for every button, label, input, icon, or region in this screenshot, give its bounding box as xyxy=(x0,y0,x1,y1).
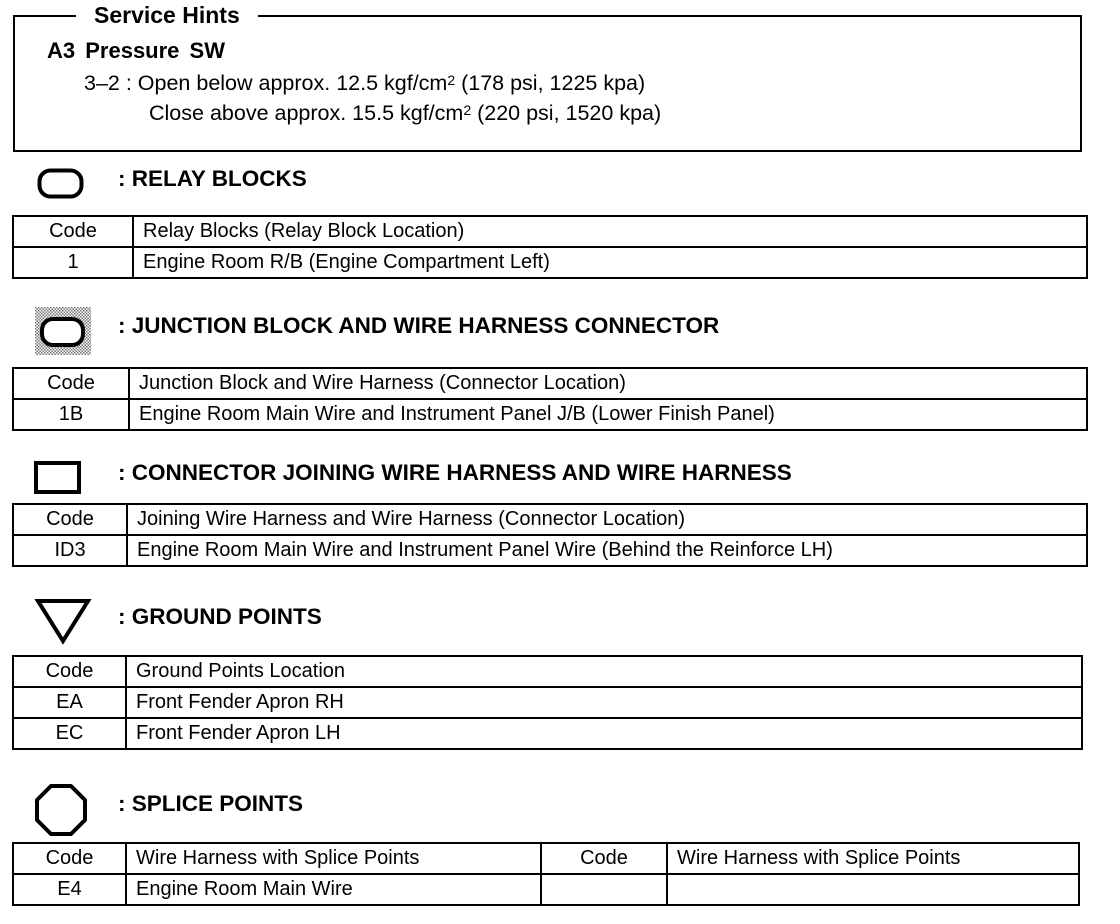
table-header-row xyxy=(13,656,1082,687)
row-desc: Engine Room Main Wire and Instrument Panel J/B (Lower Finish Panel) xyxy=(129,399,1087,430)
table-row xyxy=(13,874,1079,905)
row-code: 1B xyxy=(13,399,129,430)
row-code-2 xyxy=(541,874,667,905)
table-row xyxy=(13,718,1082,749)
table-header-row xyxy=(13,504,1087,535)
header-location: Joining Wire Harness and Wire Harness (Connector Location) xyxy=(127,504,1087,535)
connector-title: : CONNECTOR JOINING WIRE HARNESS AND WIRE HARNESS xyxy=(118,460,792,485)
header-code: Code xyxy=(13,504,127,535)
header-code: Code xyxy=(13,368,129,399)
table-row xyxy=(13,399,1087,430)
row-desc: Engine Room Main Wire and Instrument Panel Wire (Behind the Reinforce LH) xyxy=(127,535,1087,566)
table-header-row xyxy=(13,216,1087,247)
ground-points-title: : GROUND POINTS xyxy=(118,604,322,629)
header-code: Code xyxy=(13,656,126,687)
hint-line-open: 3–2 : Open below approx. 12.5 kgf/$cm^2$ (178 psi, 1225 kpa) xyxy=(84,71,646,95)
row-code: EA xyxy=(13,687,126,718)
row-code: E4 xyxy=(13,874,126,905)
table-header-row xyxy=(13,368,1087,399)
row-code: EC xyxy=(13,718,126,749)
ground-points-table xyxy=(12,655,1083,750)
splice-points-title: : SPLICE POINTS xyxy=(118,791,304,816)
rounded-rect-icon xyxy=(37,168,85,200)
down-triangle-icon xyxy=(34,597,92,645)
table-row xyxy=(13,535,1087,566)
service-hints-title: Service Hints xyxy=(76,1,258,29)
hint-line-close: Close above approx. 15.5 kgf/$cm^2$ (220 psi, 1520 kpa) xyxy=(149,101,662,125)
row-desc: Engine Room R/B (Engine Compartment Left) xyxy=(133,247,1087,278)
table-header-row xyxy=(13,843,1079,874)
header-wire-harness: Wire Harness with Splice Points xyxy=(126,843,541,874)
junction-block-title: : JUNCTION BLOCK AND WIRE HARNESS CONNECTOR xyxy=(118,313,720,338)
row-desc: Engine Room Main Wire xyxy=(126,874,541,905)
header-location: Relay Blocks (Relay Block Location) xyxy=(133,216,1087,247)
row-desc: Front Fender Apron RH xyxy=(126,687,1082,718)
header-location: Junction Block and Wire Harness (Connector Location) xyxy=(129,368,1087,399)
connector-table xyxy=(12,503,1088,567)
header-wire-harness-2: Wire Harness with Splice Points xyxy=(667,843,1079,874)
header-location: Ground Points Location xyxy=(126,656,1082,687)
rectangle-icon xyxy=(34,461,82,495)
relay-blocks-title: : RELAY BLOCKS xyxy=(118,166,307,191)
table-row xyxy=(13,687,1082,718)
row-code: 1 xyxy=(13,247,133,278)
component-name: A3 Pressure SW xyxy=(47,38,225,63)
junction-block-table xyxy=(12,367,1088,431)
row-desc: Front Fender Apron LH xyxy=(126,718,1082,749)
header-code: Code xyxy=(13,843,126,874)
row-desc-2 xyxy=(667,874,1079,905)
shaded-rounded-rect-icon xyxy=(35,307,91,355)
header-code: Code xyxy=(13,216,133,247)
row-code: ID3 xyxy=(13,535,127,566)
splice-points-table xyxy=(12,842,1080,906)
relay-blocks-table xyxy=(12,215,1088,279)
octagon-icon xyxy=(34,783,88,837)
header-code-2: Code xyxy=(541,843,667,874)
table-row xyxy=(13,247,1087,278)
